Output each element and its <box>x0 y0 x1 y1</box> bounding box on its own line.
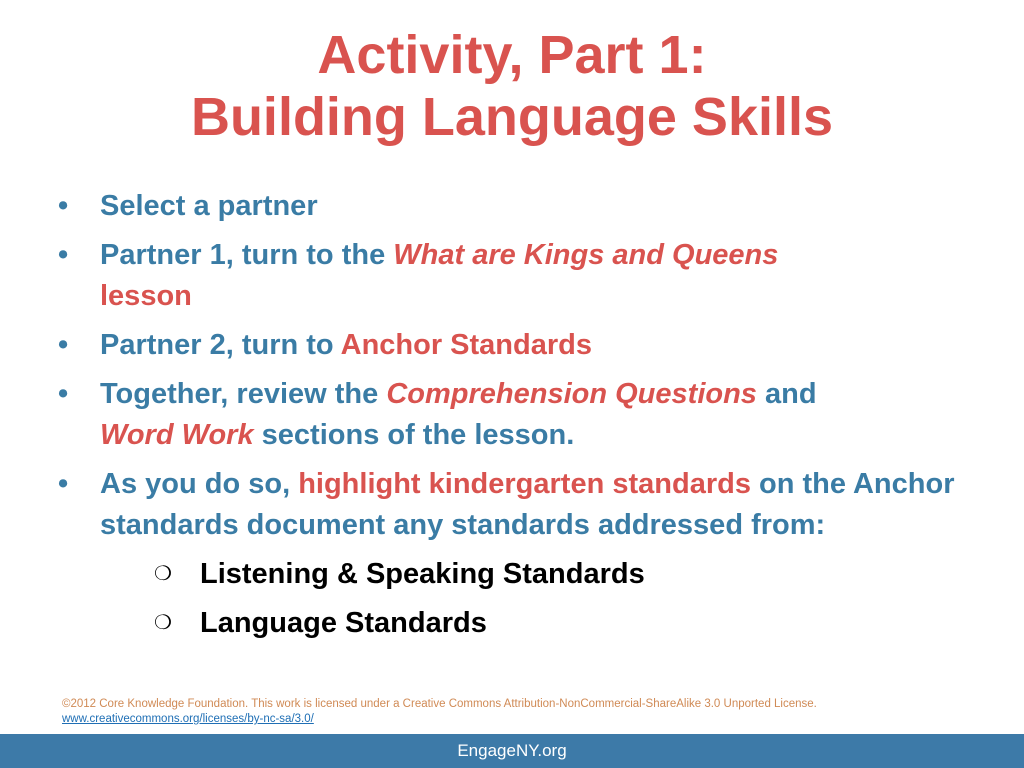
bullet-partner-1 <box>58 235 958 317</box>
bullet-text: sections of the lesson. <box>253 419 575 451</box>
sub-bullet-listening-speaking <box>100 554 958 595</box>
word-work-accent: Word Work <box>100 419 254 451</box>
bullet-text: Select a partner <box>100 190 318 222</box>
bullet-list <box>58 186 958 652</box>
bullet-text: As you do so, <box>100 468 299 500</box>
comprehension-questions-accent: Comprehension Questions <box>386 378 757 410</box>
title-line-2: Building Language Skills <box>190 87 834 147</box>
bullet-marker: • <box>58 378 69 410</box>
lesson-title-accent: What are Kings and Queens <box>393 239 779 271</box>
license-text: ©2012 Core Knowledge Foundation. This work is licensed under a Creative Commons Attribution-NonCommercial-ShareAlike 3.0 Unported License. <box>62 698 817 710</box>
bullet-text-accent: lesson <box>100 280 192 312</box>
sub-bullet-list <box>100 554 958 644</box>
circle-bullet-icon: ❍ <box>154 563 172 585</box>
anchor-standards-accent: Anchor Standards <box>340 329 592 361</box>
bullet-marker: • <box>58 329 69 361</box>
slide-title <box>0 24 1024 148</box>
bullet-text: Partner 2, turn to <box>100 329 341 361</box>
footer-bar <box>0 734 1024 768</box>
bullet-select-partner <box>58 186 958 227</box>
sub-bullet-text: Listening & Speaking Standards <box>200 558 645 590</box>
bullet-text: Partner 1, turn to the <box>100 239 394 271</box>
bullet-partner-2 <box>58 325 958 366</box>
circle-bullet-icon: ❍ <box>154 612 172 634</box>
bullet-marker: • <box>58 190 69 222</box>
bullet-text: Together, review the <box>100 378 387 410</box>
title-line-1: Activity, Part 1: <box>317 25 707 85</box>
sub-bullet-text: Language Standards <box>200 607 487 639</box>
bullet-highlight-standards <box>58 464 958 644</box>
highlight-standards-accent: highlight kindergarten standards <box>298 468 751 500</box>
bullet-marker: • <box>58 239 69 271</box>
license-notice <box>62 697 817 727</box>
sub-bullet-language <box>100 603 958 644</box>
license-link[interactable]: www.creativecommons.org/licenses/by-nc-sa/3.0/ <box>62 713 314 725</box>
bullet-together-review <box>58 374 958 456</box>
bullet-text: on the Anchor standards document any standards addressed from: <box>100 468 955 541</box>
footer-site-name: EngageNY.org <box>457 741 567 760</box>
bullet-marker: • <box>58 468 69 500</box>
bullet-text: and <box>756 378 817 410</box>
